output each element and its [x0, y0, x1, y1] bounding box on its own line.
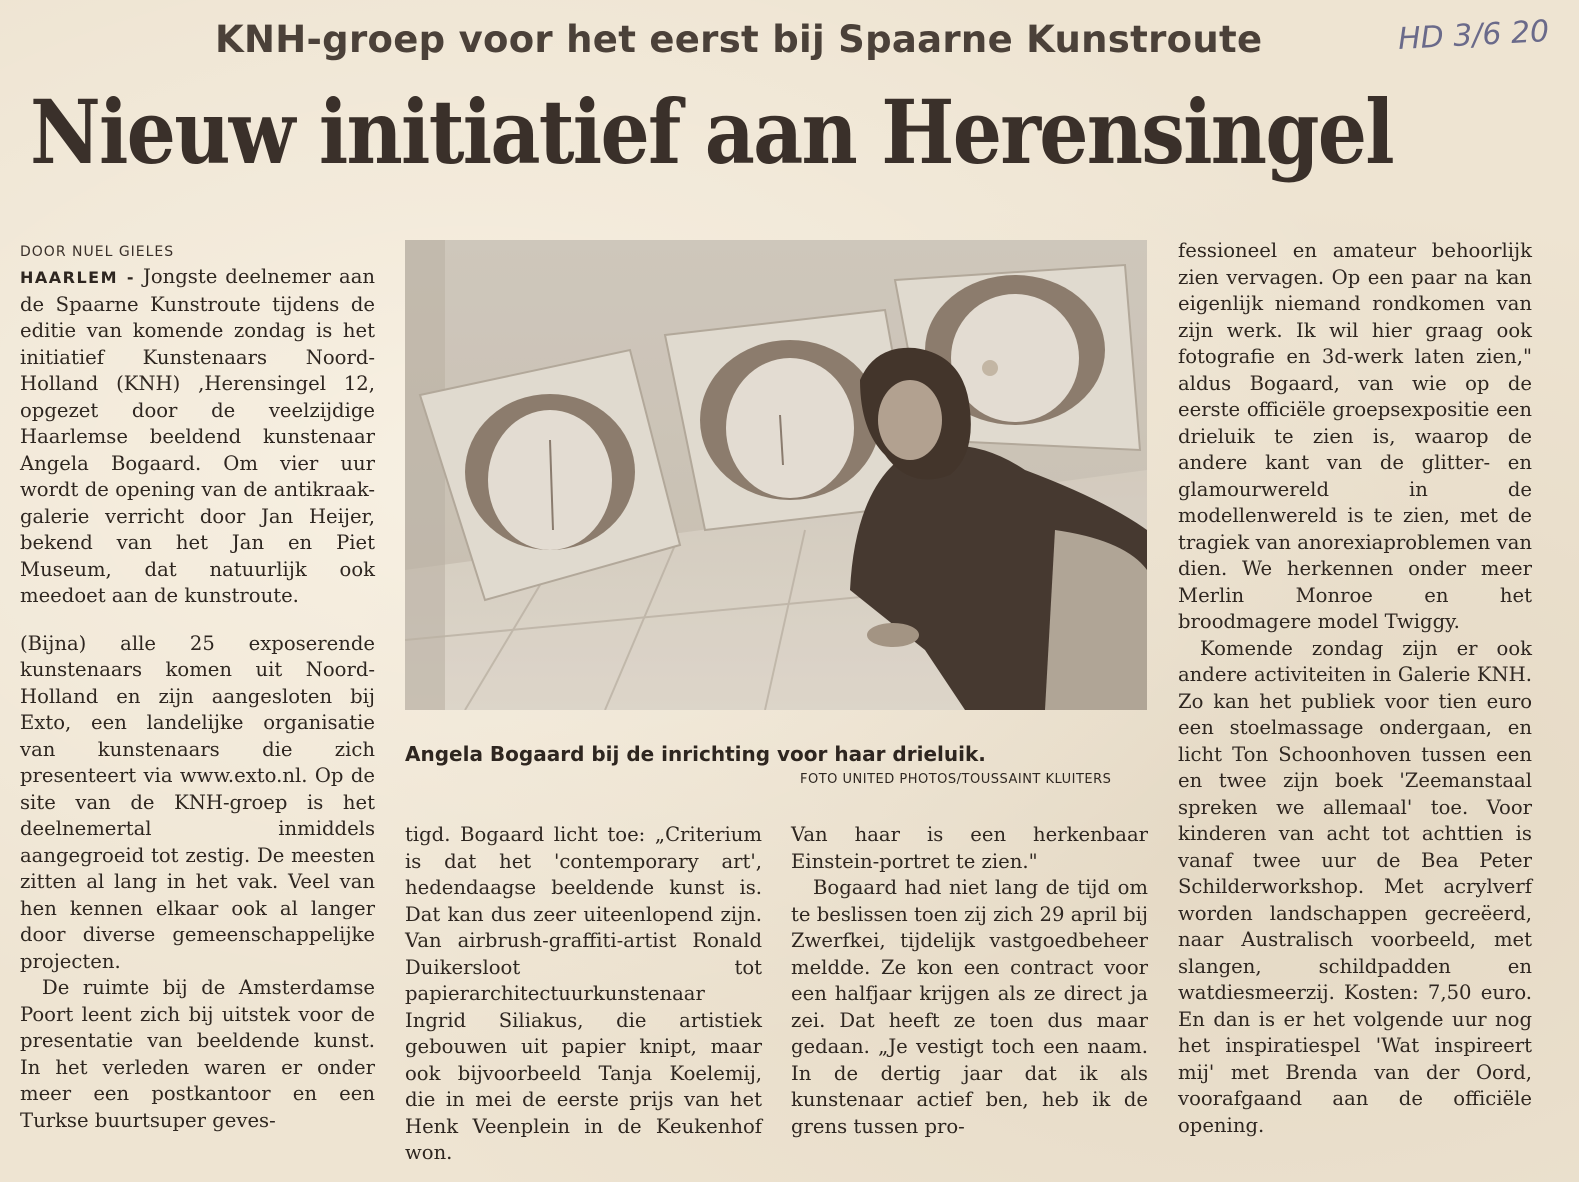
article-column-4	[1178, 238, 1532, 1139]
article-column-3	[791, 822, 1148, 1140]
paragraph: tigd. Bogaard licht toe: „Criterium is dat het 'contemporary art', hedendaagse beeldende kunst is. Dat kan dus zeer uiteenlopend zijn. Van airbrush-graffiti-artist Ronald Duikersloot tot papierarchitectuurkunstenaar Ingrid Siliakus, die artistiek gebouwen uit papier knipt, maar ook bijvoorbeeld Tanja Koelemij, die in mei de eerste prijs van het Henk Veenplein in de Keukenhof won.	[405, 823, 762, 1164]
paragraph: Bogaard had niet lang de tijd om te beslissen toen zij zich 29 april bij Zwerfkei, tijdelijk vastgoedbeheer meldde. Ze kon een contract voor een halfjaar krijgen als ze direct ja zei. Dat heeft ze toen dus maar gedaan. „Je vestigt toch een naam. In de dertig jaar dat ik als kunstenaar actief ben, heb ik de grens tussen pro-	[791, 876, 1148, 1138]
paragraph-text: Jongste deelnemer aan de Spaarne Kunstroute tijdens de editie van komende zondag is het initiatief Kunstenaars Noord-Holland (KNH) ,Herensingel 12, opgezet door de veelzijdige Haarlemse beeldend kunstenaar Angela Bogaard. Om vier uur wordt de opening van de antikraak-galerie verricht door Jan Heijer, bekend van het Jan en Piet Museum, dat natuurlijk ook meedoet aan de kunstroute.	[20, 265, 375, 607]
dateline: HAARLEM -	[20, 268, 135, 287]
headline: Nieuw initiatief aan Herensingel	[30, 80, 1393, 184]
byline: DOOR NUEL GIELES	[20, 244, 175, 260]
article-photo	[405, 240, 1147, 710]
handwritten-date-note: HD 3/6 20	[1397, 14, 1550, 57]
photo-caption: Angela Bogaard bij de inrichting voor haar drieluik.	[405, 742, 986, 766]
photo-credit: FOTO UNITED PHOTOS/TOUSSAINT KLUITERS	[800, 772, 1112, 787]
paragraph: Van haar is een herkenbaar Einstein-portret te zien."	[791, 823, 1148, 873]
paragraph: fessioneel en amateur behoorlijk zien vervagen. Op een paar na kan eigenlijk niemand rondkomen van zijn werk. Ik wil hier graag ook fotografie en 3d-werk laten zien," aldus Bogaard, van wie op de eerste officiële groepsexpositie een drieluik te zien is, waarop de andere kant van de glitter- en glamourwereld in de modellenwereld is te zien, met de tragiek van anorexiaproblemen van dien. We herkennen onder meer Merlin Monroe en het broodmagere model Twiggy.	[1178, 239, 1532, 633]
photo-image	[405, 240, 1147, 710]
article-column-1	[20, 264, 375, 1134]
paragraph	[20, 264, 375, 610]
paragraph: (Bijna) alle 25 exposerende kunstenaars komen uit Noord-Holland en zijn aangesloten bij Exto, een landelijke organisatie van kunstenaars die zich presenteert via www.exto.nl. Op de site van de KNH-groep is het deelnemertal inmiddels aangegroeid tot zestig. De meesten zitten al lang in het vak. Veel van hen kennen elkaar ook al langer door diverse gemeenschappelijke projecten.	[20, 631, 375, 973]
paragraph: De ruimte bij de Amsterdamse Poort leent zich bij uitstek voor de presentatie van beeldende kunst. In het verleden waren er onder meer een postkantoor en een Turkse buurtsuper geves-	[20, 976, 375, 1132]
paragraph: Komende zondag zijn er ook andere activiteiten in Galerie KNH. Zo kan het publiek voor tien euro een stoelmassage ondergaan, en licht Ton Schoonhoven tussen een en twee zijn boek 'Zeemanstaal spreken we allemaal' toe. Voor kinderen van acht tot achttien is vanaf twee uur de Bea Peter Schilderworkshop. Met acrylverf worden landschappen gecreëerd, naar Australisch voorbeeld, met slangen, schildpadden en watdiesmeerzij. Kosten: 7,50 euro. En dan is er het volgende uur nog het inspiratiespel 'Wat inspireert mij' met Brenda van der Oord, voorafgaand aan de officiële opening.	[1178, 636, 1532, 1137]
kicker-heading: KNH-groep voor het eerst bij Spaarne Kunstroute	[215, 18, 1263, 61]
article-column-2	[405, 822, 762, 1167]
